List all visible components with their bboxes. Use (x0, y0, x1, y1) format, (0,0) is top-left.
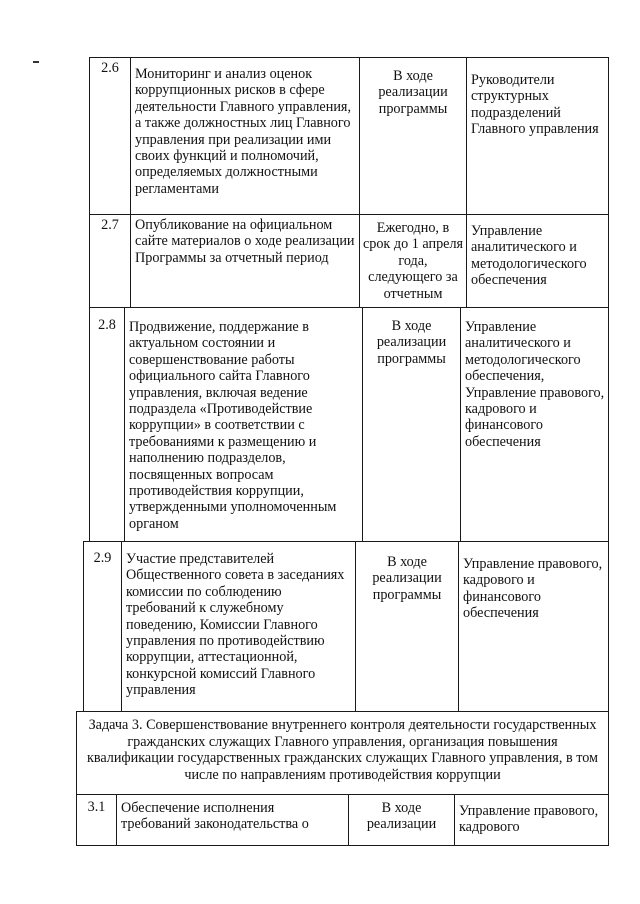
measure-description: Участие представителей Общественного совета в заседаниях комиссии по соблюдению требований к служебному поведению, Комиссии Главного управления по противодействию коррупции, аттестационной, конкурсной комиссий Главного управления (121, 542, 355, 711)
task-heading: Задача 3. Совершенствование внутреннего контроля деятельности государственных гражданских служащих Главного управления, организация повышения квалификации государственных гражданских служащих Главного управления, в том числе по направлениям противодействия коррупции (76, 711, 609, 795)
row-number: 2.9 (93, 550, 112, 566)
table-row (89, 57, 609, 215)
row-number: 2.6 (101, 60, 119, 76)
responsible: Управление аналитического и методологического обеспечения (466, 215, 608, 307)
responsible: Руководители структурных подразделений Главного управления (466, 58, 608, 214)
measure-description: Опубликование на официальном сайте материалов о ходе реализации Программы за отчетный период (130, 215, 359, 307)
responsible: Управление аналитического и методологического обеспечения, Управление правового, кадрового и финансового обеспечения (460, 308, 608, 541)
row-number: 2.8 (98, 317, 116, 333)
table-row (89, 214, 609, 308)
deadline: В ходе реализации программы (359, 58, 466, 214)
deadline: В ходе реализации программы (355, 542, 458, 711)
table-row (83, 541, 609, 712)
measure-description: Мониторинг и анализ оценок коррупционных рисков в сфере деятельности Главного управления, а также должностных лиц Главного управления при реализации ими своих функций и полномочий, определяемых должностными регламентами (130, 58, 359, 214)
row-number: 3.1 (87, 799, 106, 815)
row-number: 2.7 (101, 217, 119, 233)
table-row (76, 794, 609, 846)
margin-dash-mark (33, 61, 39, 63)
deadline: В ходе реализации программы (362, 308, 460, 541)
deadline: Ежегодно, в срок до 1 апреля года, следующего за отчетным (359, 215, 466, 307)
measure-description: Обеспечение исполнения требований законодательства о (116, 795, 348, 845)
table-row (89, 307, 609, 542)
responsible: Управление правового, кадрового и финансового обеспечения (458, 542, 608, 711)
measure-description: Продвижение, поддержание в актуальном состоянии и совершенствование работы официального сайта Главного управления, включая ведение подраздела «Противодействие коррупции» в соответствии с требованиями к размещению и наполнению подразделов, посвященных вопросам противодействия коррупции, утвержденными уполномоченным органом (124, 308, 362, 541)
responsible: Управление правового, кадрового (454, 795, 608, 845)
deadline: В ходе реализации (348, 795, 454, 845)
